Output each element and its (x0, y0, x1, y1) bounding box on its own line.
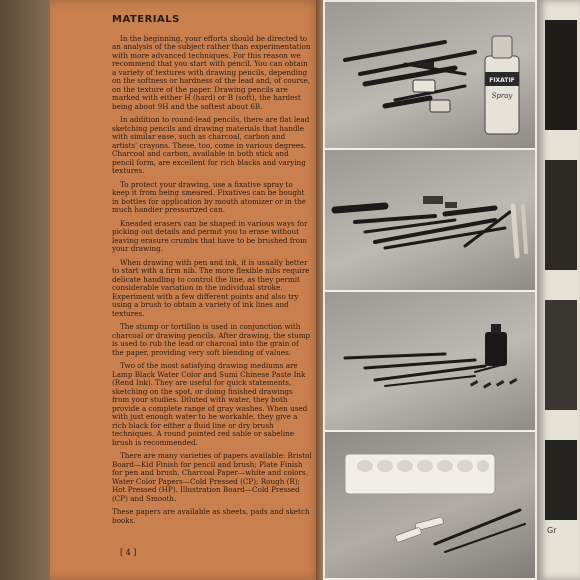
photo-palette-brushes (325, 432, 535, 580)
paragraph-pencils: In the beginning, your efforts should be directed to an analysis of the subject rather than experimentation with more advanced techniques. For this reason we recommend that you start with pencil. You can obtain a variety of textures with drawing pencils, depending on the softness or hardness of the lead and, of course, on the texture of the paper. Drawing pencils are marked with either H (hard) or B (soft), the hardest being about 9H and the softest about 6B. (112, 33, 311, 111)
photo-charcoal-stumps (325, 150, 535, 292)
paragraph-erasers: Kneaded erasers can be shaped in various ways for picking out details and permit you to erase without leaving erasure crumbs that have to be brushed from your drawing. (112, 218, 308, 253)
fixatif-can-subtitle: Spray (491, 92, 513, 100)
paragraph-mediums: Two of the most satisfying drawing mediums are Lamp Black Water Color and Sumi Chinese Paste Ink (Rend Ink). They are useful for quick statements, sketching on the spot, or doing finished drawings from your studies. Diluted with water, they both provide a complete range of gray washes. When used with just enough water to be workable, they give a rich black for either a fluid line or dry brush techniques. A round pointed red sable or sabeline brush is recommended. (112, 361, 308, 447)
next-page-image-1 (545, 20, 577, 130)
page-number: [ 4 ] (120, 548, 137, 557)
fixatif-can-label: FIXATIF (489, 77, 515, 84)
paragraph-stump: The stump or tortillon is used in conjunction with charcoal or drawing pencils. After drawing, the stump is used to rub the lead or charcoal into the grain of the paper, providing very soft blending of values. (112, 322, 311, 357)
next-page-caption: Gr (547, 526, 557, 535)
section-heading: MATERIALS (112, 14, 180, 25)
photo-pencils-fixative (325, 2, 535, 150)
binding-shadow (0, 0, 56, 580)
photo-pens-ink (325, 292, 535, 432)
next-page-image-2 (545, 160, 577, 270)
paragraph-flat-lead: In addition to round-lead pencils, there are flat lead sketching pencils and drawing materials that handle with similar ease, such as charcoal, carbon and artists' crayons. These, too, come in various degrees. Charcoal and carbon, available in both stick and pencil form, are excellent for rich blacks and varying textures. (112, 115, 310, 175)
next-page-image-4 (545, 440, 577, 520)
paragraph-papers: There are many varieties of papers available: Bristol Board—Kid Finish for pencil and brush; Plate Finish for pen and brush. Charcoal Paper—white and colors. Water Color Papers—Cold Pressed (CP); Rough (R); Hot Pressed (HP). Illustration Board—Cold Pressed (CP) and Smooth. (112, 451, 312, 503)
photo-column (323, 0, 537, 580)
paragraph-pen-ink: When drawing with pen and ink, it is usually better to start with a firm nib. The more flexible nibs require delicate handling to control the line, as they permit considerable variation in the individual stroke. Experiment with a few different points and also try using a brush to obtain a variety of ink lines and textures. (112, 257, 310, 318)
next-page-image-3 (545, 300, 577, 410)
materials-text-column (112, 16, 312, 530)
next-page-edge (537, 0, 580, 580)
paragraph-availability: These papers are available as sheets, pads and sketch books. (112, 507, 310, 525)
paragraph-fixative: To protect your drawing, use a fixative spray to keep it from being smeared. Fixatives can be bought in bottles for application by mouth atomizer or in the much handier pressurized can. (112, 179, 306, 214)
